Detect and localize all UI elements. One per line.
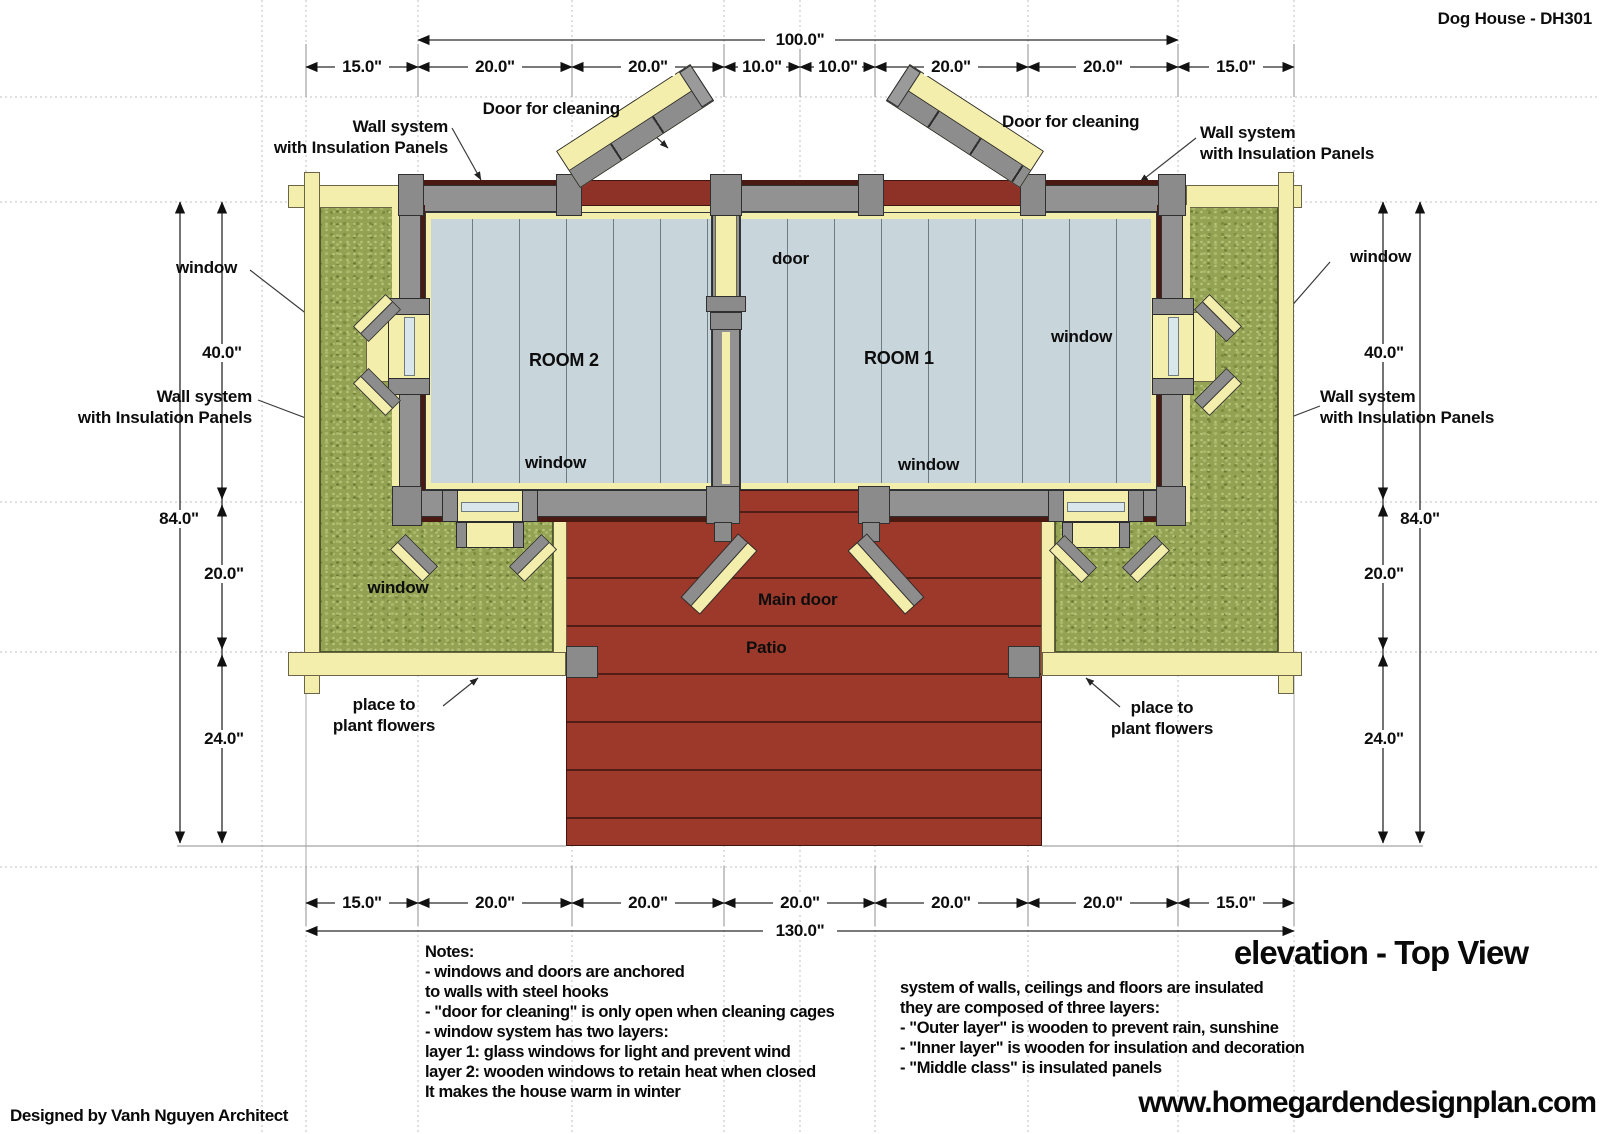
cleaning-door-opening-right (875, 180, 1028, 206)
wall-stud (398, 174, 424, 216)
dim-bottom-seg: 20.0" (468, 894, 522, 912)
place-line1: place to (352, 695, 416, 714)
document-title: Dog House - DH301 (1437, 9, 1592, 28)
dim-bottom-total: 130.0" (763, 922, 837, 940)
main-door-label: Main door (758, 590, 838, 609)
cleaning-door-opening-left (572, 180, 724, 206)
notes-line: - "Outer layer" is wooden to prevent rain, sunshine (900, 1019, 1279, 1037)
wall-system-label-top-left (260, 116, 448, 158)
wall-stud (392, 486, 422, 526)
wall-system-line1: Wall system (1320, 387, 1416, 406)
main-door-hinge-left (714, 522, 732, 542)
window-label-room2-south: window (525, 453, 587, 472)
room2-south-lining (426, 483, 711, 489)
window-label-room1-south: window (898, 455, 960, 474)
dim-top-seg: 10.0" (814, 58, 862, 76)
notes-line: - "Inner layer" is wooden for insulation and decoration (900, 1039, 1305, 1057)
notes-line: It makes the house warm in winter (425, 1083, 681, 1101)
room1-south-window (1048, 490, 1144, 522)
partition-wall-lining (722, 332, 730, 484)
wall-stud (858, 486, 890, 524)
window-glass (461, 502, 519, 512)
dim-bottom-seg: 20.0" (924, 894, 978, 912)
room2-south-window (442, 490, 538, 522)
dim-right-40: 40.0" (1358, 344, 1410, 362)
interior-door-frame-block (706, 296, 746, 312)
wall-system-line1: Wall system (156, 387, 252, 406)
dim-bottom-seg: 20.0" (621, 894, 675, 912)
notes-title: Notes: (425, 943, 474, 961)
place-line2: plant flowers (1110, 719, 1214, 738)
wall-system-line2: with Insulation Panels (77, 408, 252, 427)
patio-post-left (566, 646, 598, 678)
wall-stud (706, 486, 740, 524)
window-frame-block (1152, 298, 1194, 315)
room2-label: ROOM 2 (529, 350, 599, 370)
room1-north-lining (741, 213, 1156, 219)
wall-stud (710, 174, 742, 216)
frame-beam-bottom-right (1042, 652, 1302, 676)
door-for-cleaning-label-left: Door for cleaning (482, 99, 620, 118)
dim-left-24: 24.0" (198, 730, 250, 748)
door-for-cleaning-label-right: Door for cleaning (1002, 112, 1140, 131)
window-glass (1067, 502, 1125, 512)
window-label-room1-inner: window (1051, 327, 1113, 346)
notes-line: - "door for cleaning" is only open when cleaning cages (425, 1003, 835, 1021)
notes-line: layer 1: glass windows for light and prevent wind (425, 1043, 791, 1061)
place-line2: plant flowers (332, 716, 436, 735)
place-to-plant-flowers-left (325, 694, 443, 736)
dim-top-seg: 20.0" (924, 58, 978, 76)
dim-top-seg: 10.0" (738, 58, 786, 76)
wall-system-label-top-right (1200, 122, 1374, 164)
dim-top-seg: 20.0" (1076, 58, 1130, 76)
wall-system-line1: Wall system (1200, 123, 1296, 142)
panel-end-block (1119, 522, 1130, 548)
place-to-plant-flowers-right (1103, 697, 1221, 739)
window-glass (404, 317, 415, 376)
window-label-east: window (1350, 247, 1412, 266)
dim-top-seg: 20.0" (621, 58, 675, 76)
wall-system-label-right (1320, 386, 1494, 428)
window-frame-block (1128, 490, 1144, 522)
wall-system-line2: with Insulation Panels (1200, 144, 1375, 163)
frame-beam-bottom-left (288, 652, 566, 676)
dim-bottom-seg: 15.0" (1209, 894, 1263, 912)
dim-top-seg: 15.0" (1209, 58, 1263, 76)
view-title: elevation - Top View (1233, 934, 1528, 971)
dim-bottom-seg: 15.0" (335, 894, 389, 912)
wall-system-line1: Wall system (352, 117, 448, 136)
window-frame-block (522, 490, 538, 522)
door-label: door (772, 249, 809, 268)
wall-stud (1158, 174, 1186, 216)
interior-door (715, 214, 737, 298)
notes-line: - windows and doors are anchored (425, 963, 685, 981)
interior-door-frame-block-2 (710, 312, 742, 330)
wall-system-label-left (60, 386, 252, 428)
window-glass (1168, 317, 1179, 376)
patio-label: Patio (746, 638, 787, 657)
window-label-west: window (176, 258, 238, 277)
window-frame-block (388, 378, 430, 395)
room2-south-window-outer-panel (456, 522, 524, 548)
dim-top-total: 100.0" (765, 31, 835, 49)
dim-left-40: 40.0" (196, 344, 248, 362)
wall-stud (858, 174, 884, 216)
dim-left-20: 20.0" (198, 565, 250, 583)
wall-stud (1156, 486, 1186, 526)
wall-system-line2: with Insulation Panels (273, 138, 448, 157)
north-wall (398, 185, 1186, 212)
notes-line: - window system has two layers: (425, 1023, 669, 1041)
patio-post-right (1008, 646, 1040, 678)
window-label-left-bottom: window (367, 578, 429, 597)
room1-label: ROOM 1 (864, 348, 934, 368)
dim-right-20: 20.0" (1358, 565, 1410, 583)
notes-line: system of walls, ceilings and floors are insulated (900, 979, 1264, 997)
notes-line: - "Middle class" is insulated panels (900, 1059, 1162, 1077)
dim-top-seg: 20.0" (468, 58, 522, 76)
room1-south-lining (741, 483, 1156, 489)
wall-system-line2: with Insulation Panels (1320, 408, 1495, 427)
dim-bottom-seg: 20.0" (773, 894, 827, 912)
notes-right-block (900, 978, 1304, 1078)
dim-top-seg: 15.0" (335, 58, 389, 76)
panel-end-block (456, 522, 467, 548)
notes-left-block (425, 942, 834, 1102)
east-window (1152, 298, 1194, 395)
website-url: www.homegardendesignplan.com (1138, 1086, 1596, 1119)
window-frame-block (1152, 378, 1194, 395)
designer-credit: Designed by Vanh Nguyen Architect (10, 1106, 289, 1125)
dim-left-84: 84.0" (153, 510, 205, 528)
dim-right-84: 84.0" (1394, 510, 1446, 528)
dim-right-24: 24.0" (1358, 730, 1410, 748)
frame-beam-left (304, 172, 320, 694)
notes-line: to walls with steel hooks (425, 983, 609, 1001)
frame-beam-right (1278, 172, 1294, 694)
dim-bottom-seg: 20.0" (1076, 894, 1130, 912)
window-frame-block (1048, 490, 1064, 522)
notes-line: layer 2: wooden windows to retain heat when closed (425, 1063, 816, 1081)
notes-line: they are composed of three layers: (900, 999, 1160, 1017)
panel-end-block (513, 522, 524, 548)
place-line1: place to (1130, 698, 1194, 717)
patio-deck (566, 490, 1042, 846)
window-frame-block (442, 490, 458, 522)
